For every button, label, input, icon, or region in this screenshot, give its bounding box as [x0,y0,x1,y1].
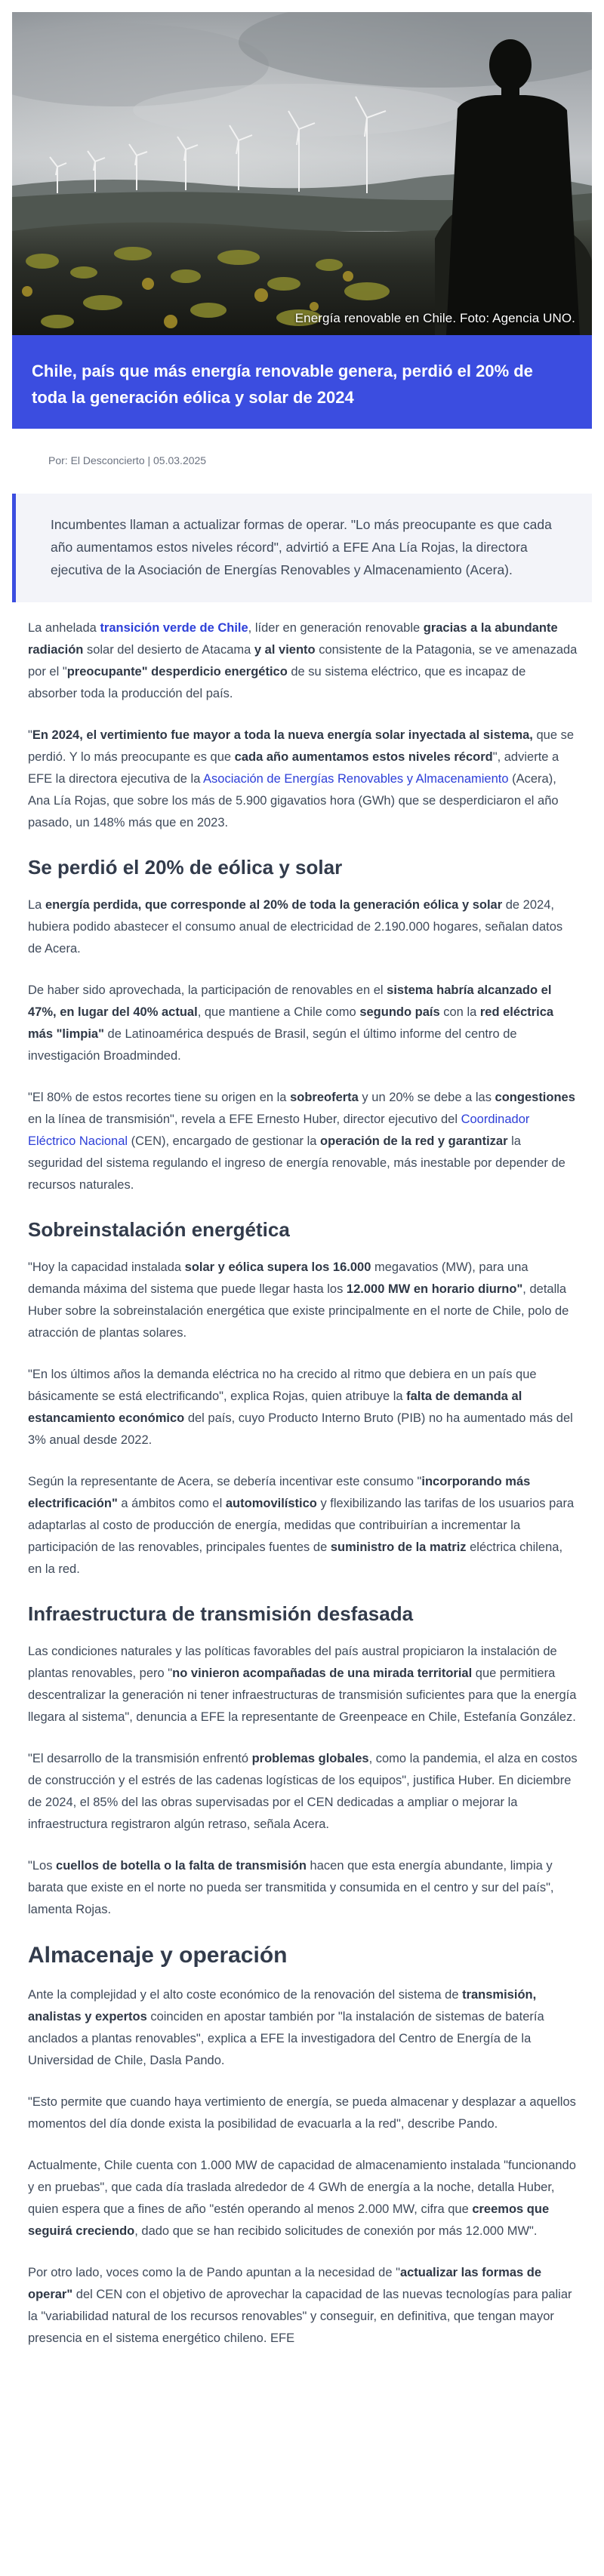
paragraph: Actualmente, Chile cuenta con 1.000 MW de capacidad de almacenamiento instalada "funcionando y en pruebas", que cada día traslada alrededor de 4 GWh de energía a la noche, detalla Huber, quien espera que a fines de año "estén operando al menos 2.000 MW, cifra que creemos que seguirá creciendo, dado que se han recibido solicitudes de conexión por más 12.000 MW". [28,2159,576,2238]
paragraph: La anhelada transición verde de Chile, líder en generación renovable gracias a la abundante radiación solar del desierto de Atacama y al viento consistente de la Patagonia, se ve amenazada por el "preocupante" desperdicio energético de su sistema eléctrico, que es incapaz de absorber toda la producción del país. [28,621,578,700]
paragraph: La energía perdida, que corresponde al 20% de toda la generación eólica y solar de 2024, hubiera podido abastecer el consumo anual de electricidad de 2.190.000 hogares, señalan datos de Acera. [28,898,563,956]
section-heading: Infraestructura de transmisión desfasada [28,1602,414,1625]
paragraph: "En 2024, el vertimiento fue mayor a toda la nueva energía solar inyectada al sistema, que se perdió. Y lo más preocupante es que cada año aumentamos estos niveles récord", advierte a EFE la directora ejecutiva de la Asociación de Energías Renovables y Almacenamiento (Acera), Ana Lía Rojas, que sobre los más de 5.900 gigavatios hora (GWh) que se desperdiciaron el año pasado, un 148% más que en 2023. [28,728,575,829]
article-page [0,12,604,2399]
paragraph: Las condiciones naturales y las políticas favorables del país austral propiciaron la instalación de plantas renovables, pero "no vinieron acompañadas de una mirada territorial que permitiera descentralizar la generación ni tener infraestructuras de transmisión suficientes para que la energía llegara al sistema", denuncia a EFE la representante de Greenpeace en Chile, Estefanía González. [28,1645,577,1724]
paragraph: Ante la complejidad y el alto coste económico de la renovación del sistema de transmisión, analistas y expertos coinciden en apostar también por "la instalación de sistemas de batería anclados a plantas renovables", explica a EFE la investigadora del Centro de Energía de la Universidad de Chile, Dasla Pando. [28,1988,544,2067]
paragraph: "El 80% de estos recortes tiene su origen en la sobreoferta y un 20% se debe a las congestiones en la línea de transmisión", revela a EFE Ernesto Huber, director ejecutivo del Coordinador Eléctrico Nacional (CEN), encargado de gestionar la operación de la red y garantizar la seguridad del sistema regulando el ingreso de energía renovable, más inestable por depender de recursos naturales. [28,1091,575,1192]
hero-image [12,12,592,335]
paragraph: "Esto permite que cuando haya vertimiento de energía, se pueda almacenar y desplazar a aquellos momentos del día donde exista la posibilidad de evacuarla a la red", describe Pando. [28,2095,576,2131]
paragraph: Por otro lado, voces como la de Pando apuntan a la necesidad de "actualizar las formas de operar" del CEN con el objetivo de aprovechar la capacidad de las nuevas tecnologías para paliar la "variabilidad natural de los recursos renovables" y conseguir, en definitiva, que tengan mayor presencia en el sistema energético chileno. EFE [28,2266,572,2345]
hero-caption: Energía renovable en Chile. Foto: Agencia UNO. [294,311,575,325]
link-transicion-verde[interactable]: transición verde de Chile [100,621,248,635]
wind-farm-photo [12,12,592,335]
link-acera[interactable]: Asociación de Energías Renovables y Almacenamiento [203,772,509,786]
section-heading: Sobreinstalación energética [28,1218,290,1241]
paragraph: "En los últimos años la demanda eléctrica no ha crecido al ritmo que debiera en un país que básicamente se está electrificando", explica Rojas, quien atribuye la falta de demanda al estancamiento económico del país, cuyo Producto Interno Bruto (PIB) no ha aumentado más del 3% anual desde 2022. [28,1368,573,1447]
lead-quote: Incumbentes llaman a actualizar formas de operar. "Lo más preocupante es que cada año aumentamos estos niveles récord", advirtió a EFE Ana Lía Rojas, la directora ejecutiva de la Asociación de Energías Renovables y Almacenamiento (Acera). [12,494,592,602]
article-body [0,602,604,2399]
paragraph: Según la representante de Acera, se debería incentivar este consumo "incorporando más electrificación" a ámbitos como el automovilístico y flexibilizando las tarifas de los usuarios para adaptarlas al costo de producción de energía, medidas que contribuirían a incrementar la participación de las renovables, principales fuentes de suministro de la matriz eléctrica chilena, en la red. [28,1475,575,1576]
page-title: Chile, país que más energía renovable genera, perdió el 20% de toda la generación eólica y solar de 2024 [32,362,533,407]
link-coordinador-electrico[interactable]: Coordinador Eléctrico Nacional [28,1113,530,1148]
paragraph: "Los cuellos de botella o la falta de transmisión hacen que esta energía abundante, limpia y barata que existe en el norte no pueda ser transmitida y consumida en el centro y sur del país", lamenta Rojas. [28,1859,554,1916]
paragraph: "Hoy la capacidad instalada solar y eólica supera los 16.000 megavatios (MW), para una demanda máxima del sistema que puede llegar hasta los 12.000 MW en horario diurno", detalla Huber sobre la sobreinstalación energética que existe principalmente en el norte de Chile, polo de atracción de plantas solares. [28,1260,569,1340]
paragraph: De haber sido aprovechada, la participación de renovables en el sistema habría alcanzado el 47%, en lugar del 40% actual, que mantiene a Chile como segundo país con la red eléctrica más "limpia" de Latinoamérica después de Brasil, según el último informe del centro de investigación Broadminded. [28,983,554,1063]
title-banner [12,335,592,429]
section-heading: Se perdió el 20% de eólica y solar [28,856,343,879]
byline: Por: El Desconcierto | 05.03.2025 [48,454,207,466]
section-heading: Almacenaje y operación [28,1943,288,1968]
paragraph: "El desarrollo de la transmisión enfrentó problemas globales, como la pandemia, el alza en costos de construcción y el estrés de las cadenas logísticas de los equipos", justifica Huber. En diciembre de 2024, el 85% del las obras supervisadas por el CEN dedicadas a ampliar o mejorar la infraestructura registraron algún retraso, señala Acera. [28,1752,578,1831]
